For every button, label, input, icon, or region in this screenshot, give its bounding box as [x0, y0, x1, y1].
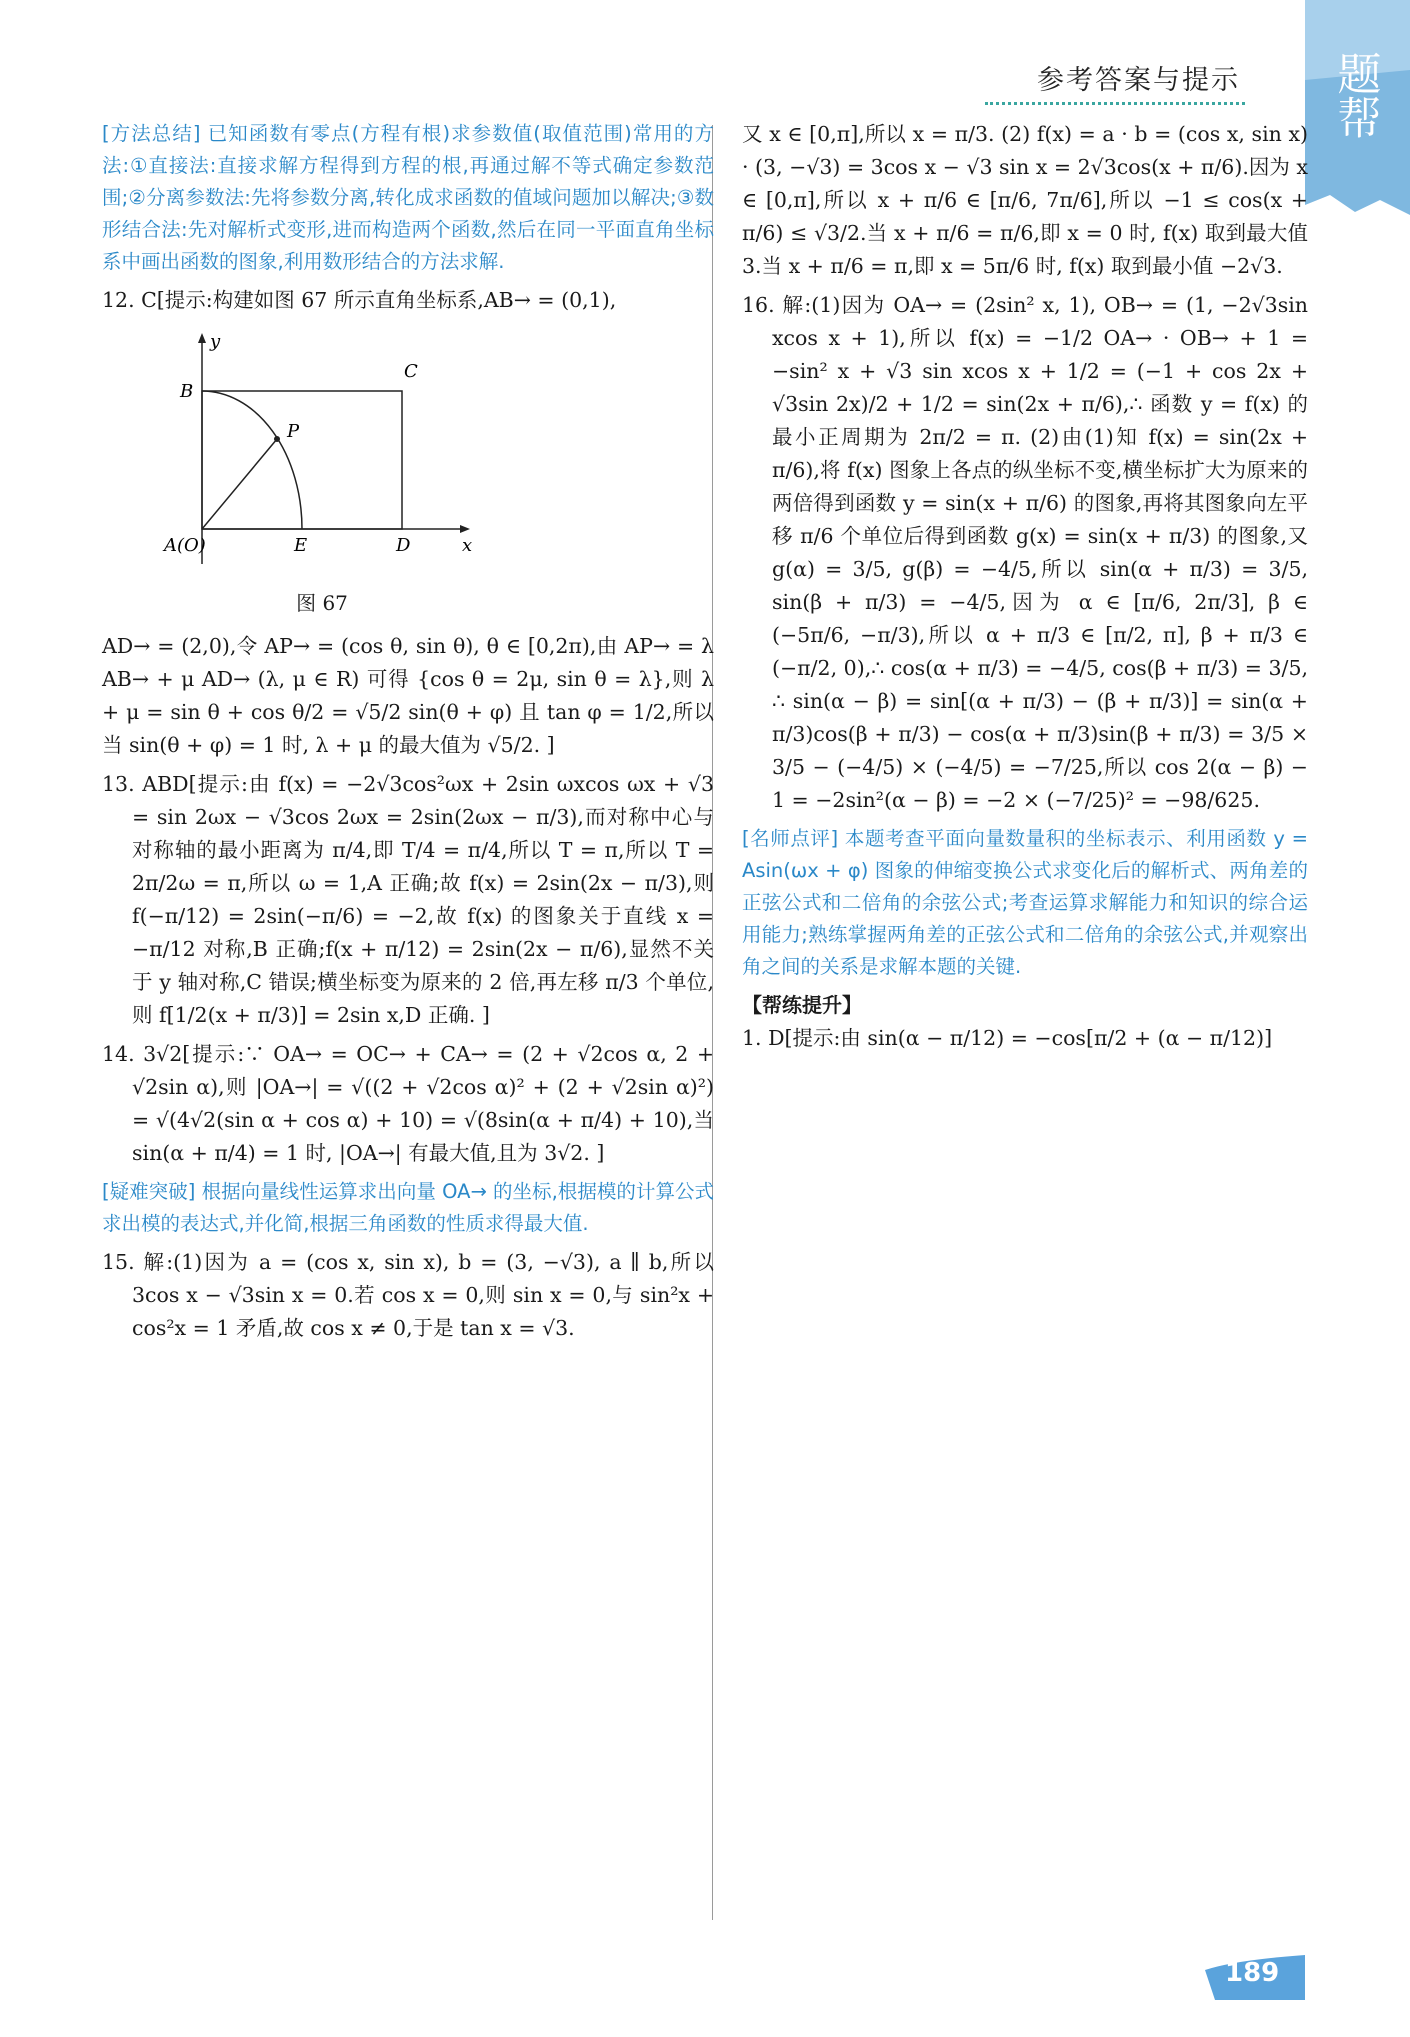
corner-tab-glyph: 题帮	[1329, 51, 1381, 139]
header-dotted-rule	[985, 102, 1245, 105]
fig-label-B: B	[180, 381, 194, 402]
fig-label-y: y	[210, 331, 221, 352]
q15: 15. 解:(1)因为 a = (cos x, sin x), b = (3, −√3), a ∥ b,所以 3cos x − √3sin x = 0.若 cos x = 0,则 sin x = 0,与 sin²x + cos²x = 1 矛盾,故 cos x ≠ 0,于是 tan x = √3.	[102, 1250, 714, 1340]
q14-difficulty-note: [疑难突破] 根据向量线性运算求出向量 OA→ 的坐标,根据模的计算公式求出模的表达式,并化简,根据三角函数的性质求得最大值.	[102, 1180, 714, 1235]
q13: 13. ABD[提示:由 f(x) = −2√3cos²ωx + 2sin ωxcos ωx + √3 = sin 2ωx − √3cos 2ωx = 2sin(2ωx − π/3),而对称中心与对称轴的最小距离为 π/4,即 T/4 = π/4,所以 T = π,所以 T = 2π/2ω = π,所以 ω = 1,A 正确;故 f(x) = 2sin(2x − π/3),则 f(−π/12) = 2sin(−π/6) = −2,故 f(x) 的图象关于直线 x = −π/12 对称,B 正确;f(x + π/12) = 2sin(2x − π/6),显然不关于 y 轴对称,C 错误;横坐标变为原来的 2 倍,再左移 π/3 个单位,则 f[1/2(x + π/3)] = 2sin x,D 正确. ]	[102, 772, 714, 1027]
q12-intro: 12. C[提示:构建如图 67 所示直角坐标系,AB→ = (0,1),	[102, 288, 617, 312]
method-summary: [方法总结] 已知函数有零点(方程有根)求参数值(取值范围)常用的方法:①直接法:直接求解方程得到方程的根,再通过解不等式确定参数范围;②分离参数法:先将参数分离,转化成求函数的值域问题加以解决;③数形结合法:先对解析式变形,进而构造两个函数,然后在同一平面直角坐标系中画出函数的图象,利用数形结合的方法求解.	[102, 122, 714, 273]
left-column	[102, 118, 714, 1351]
page-number: 189	[1225, 1958, 1280, 1988]
q16-teacher-note: [名师点评] 本题考查平面向量数量积的坐标表示、利用函数 y = Asin(ωx + φ) 图象的伸缩变换公式求变化后的解析式、两角差的正弦公式和二倍角的余弦公式;考查运算求解能力和知识的综合运用能力;熟练掌握两角差的正弦公式和二倍角的余弦公式,并观察出角之间的关系是求解本题的关键.	[742, 827, 1308, 978]
q14: 14. 3√2[提示:∵ OA→ = OC→ + CA→ = (2 + √2cos α, 2 + √2sin α),则 |OA→| = √((2 + √2cos α)² + (2 + √2sin α)²) = √(4√2(sin α + cos α) + 10) = √(8sin(α + π/4) + 10),当 sin(α + π/4) = 1 时, |OA→| 有最大值,且为 3√2. ]	[102, 1042, 714, 1165]
q16: 16. 解:(1)因为 OA→ = (2sin² x, 1), OB→ = (1, −2√3sin xcos x + 1),所以 f(x) = −1/2 OA→ · OB→ + 1 = −sin² x + √3 sin xcos x + 1/2 = (−1 + cos 2x + √3sin 2x)/2 + 1/2 = sin(2x + π/6),∴ 函数 y = f(x) 的最小正周期为 2π/2 = π. (2)由(1)知 f(x) = sin(2x + π/6),将 f(x) 图象上各点的纵坐标不变,横坐标扩大为原来的两倍得到函数 y = sin(x + π/6) 的图象,再将其图象向左平移 π/6 个单位后得到函数 g(x) = sin(x + π/3) 的图象,又 g(α) = 3/5, g(β) = −4/5,所以 sin(α + π/3) = 3/5, sin(β + π/3) = −4/5,因为 α ∈ [π/6, 2π/3], β ∈ (−5π/6, −π/3),所以 α + π/3 ∈ [π/2, π], β + π/3 ∈ (−π/2, 0),∴ cos(α + π/3) = −4/5, cos(β + π/3) = 3/5, ∴ sin(α − β) = sin[(α + π/3) − (β + π/3)] = sin(α + π/3)cos(β + π/3) − cos(α + π/3)sin(β + π/3) = 3/5 × 3/5 − (−4/5) × (−4/5) = −7/25,所以 cos 2(α − β) − 1 = −2sin²(α − β) = −2 × (−7/25)² = −98/625.	[742, 293, 1308, 812]
q12-body: AD→ = (2,0),令 AP→ = (cos θ, sin θ), θ ∈ [0,2π),由 AP→ = λ AB→ + μ AD→ (λ, μ ∈ R) 可得 {cos θ = 2μ, sin θ = λ},则 λ + μ = sin θ + cos θ/2 = √5/2 sin(θ + φ) 且 tan φ = 1/2,所以当 sin(θ + φ) = 1 时, λ + μ 的最大值为 √5/2. ]	[102, 634, 714, 757]
q15-continued: 又 x ∈ [0,π],所以 x = π/3. (2) f(x) = a · b = (cos x, sin x) · (3, −√3) = 3cos x − √3 sin x = 2√3cos(x + π/6).因为 x ∈ [0,π],所以 x + π/6 ∈ [π/6, 7π/6],所以 −1 ≤ cos(x + π/6) ≤ √3/2.当 x + π/6 = π/6,即 x = 0 时, f(x) 取到最大值 3.当 x + π/6 = π,即 x = 5π/6 时, f(x) 取到最小值 −2√3.	[742, 122, 1308, 278]
figure-caption: 图 67	[296, 591, 348, 615]
fig-label-A: A(O)	[164, 535, 206, 556]
fig-label-P: P	[287, 421, 300, 442]
fig-label-E: E	[294, 535, 308, 556]
practice-heading: 【帮练提升】	[742, 993, 862, 1017]
fig-label-C: C	[404, 361, 418, 382]
page-header-title: 参考答案与提示	[1037, 65, 1240, 96]
fig-label-x: x	[462, 535, 473, 556]
figure-67	[142, 329, 502, 579]
right-column	[742, 118, 1308, 1061]
practice-q1: 1. D[提示:由 sin(α − π/12) = −cos[π/2 + (α − π/12)]	[742, 1026, 1273, 1050]
fig-label-D: D	[396, 535, 411, 556]
